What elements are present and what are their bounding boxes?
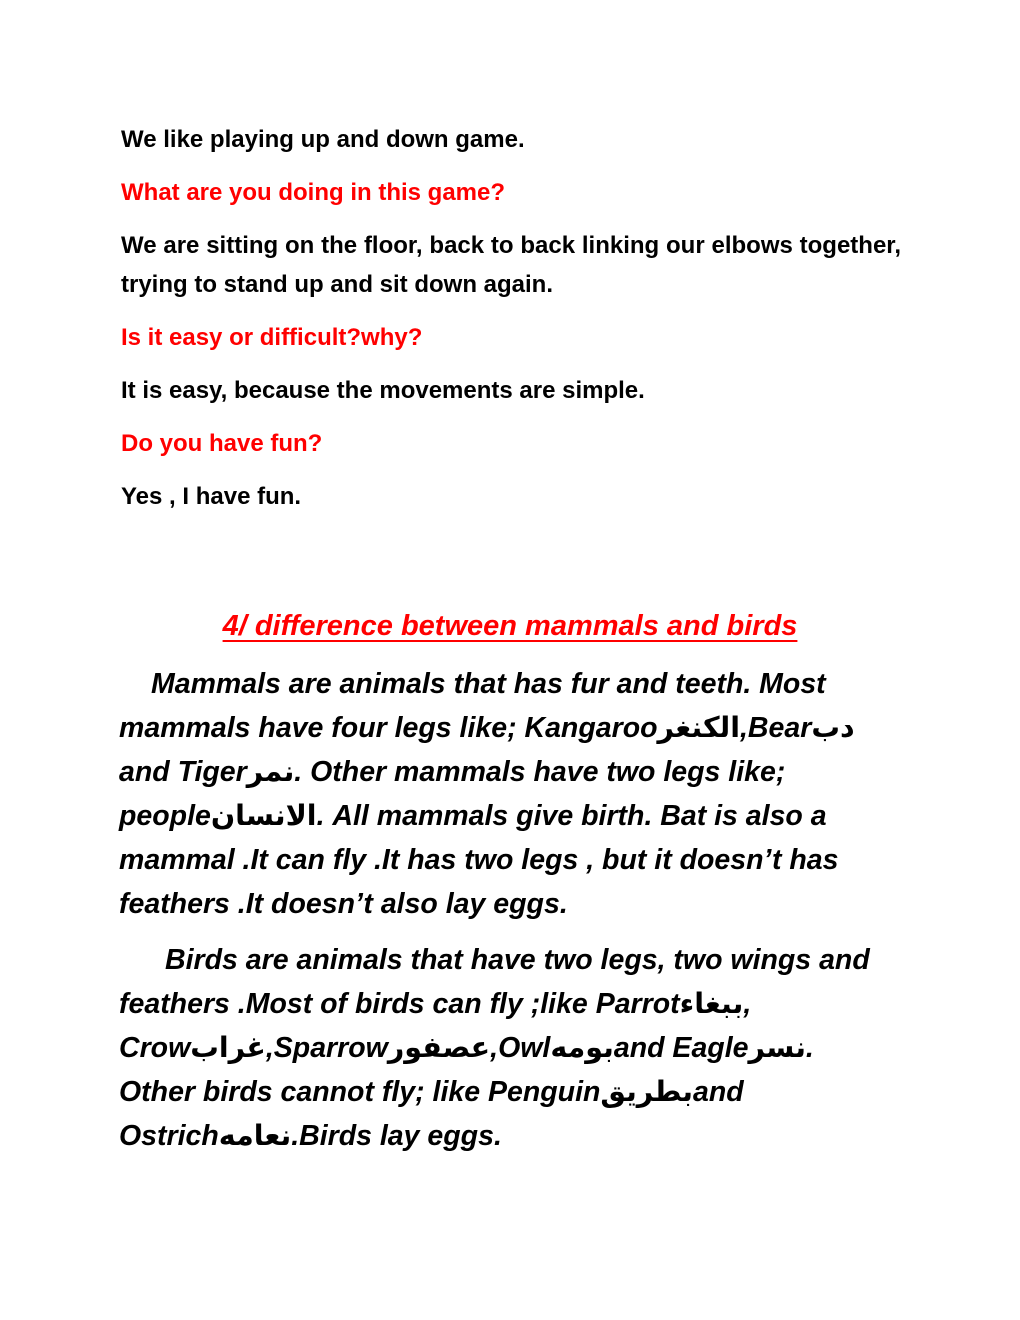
text-run: 4/ difference between mammals and birds	[222, 610, 798, 642]
answer-line: We like playing up and down game.	[121, 126, 525, 153]
arabic-word: بومه	[550, 1032, 614, 1064]
arabic-word: ببغاء	[679, 988, 744, 1020]
text-run: .Birds lay eggs.	[291, 1120, 502, 1152]
text-run: Mammals are animals that has fur and teeth. Most mammals have four legs like; Kangaroo	[119, 668, 826, 744]
answer-line: It is easy, because the movements are simple.	[121, 377, 645, 404]
arabic-word: عصفور	[387, 1032, 491, 1064]
arabic-word: الكنغر	[657, 712, 741, 744]
arabic-word: غراب	[190, 1032, 266, 1064]
arabic-word: بطريق	[600, 1076, 693, 1108]
text-run: . Other mammals have two legs like; people	[119, 756, 786, 832]
text-run: . All mammals give birth. Bat is also a mammal .It can fly .It has two legs , but it doesn’t has feathers .It doesn’t also lay eggs.	[119, 800, 839, 920]
text-run: and Ostrich	[119, 1076, 744, 1152]
question-line: What are you doing in this game?	[121, 179, 506, 206]
section-heading	[0, 604, 1020, 648]
birds-paragraph	[119, 938, 889, 1158]
text-run: ,Sparrow	[265, 1032, 388, 1064]
text-run: ,Bear	[740, 712, 812, 744]
text-run: and Tiger	[119, 756, 247, 788]
text-run: ,Owl	[490, 1032, 551, 1064]
mammals-paragraph	[119, 662, 889, 926]
text-run: , Crow	[119, 988, 752, 1064]
answer-line: Yes , I have fun.	[121, 483, 302, 510]
answer-line: We are sitting on the floor, back to back linking our elbows together, trying to stand up and sit down again.	[121, 232, 901, 298]
arabic-word: دب	[811, 712, 855, 744]
text-run: Birds are animals that have two legs, two wings and feathers .Most of birds can fly ;like Parrot	[119, 944, 870, 1020]
text-run: and Eagle	[613, 1032, 749, 1064]
question-line: Do you have fun?	[121, 430, 323, 457]
arabic-word: نمر	[246, 756, 295, 788]
arabic-word: نسر	[748, 1032, 806, 1064]
arabic-word: نعامه	[218, 1120, 292, 1152]
question-line: Is it easy or difficult?why?	[121, 324, 423, 351]
text-run: . Other birds cannot fly; like Penguin	[119, 1032, 814, 1108]
arabic-word: الانسان	[210, 800, 317, 832]
